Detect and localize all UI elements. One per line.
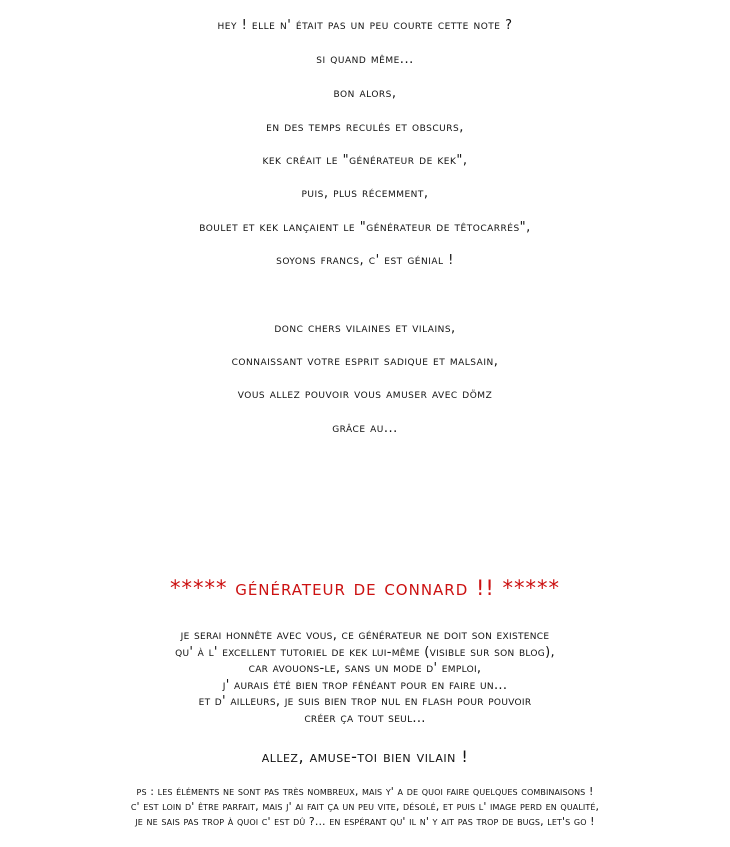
intro-line: kek créait le "générateur de kek", bbox=[262, 153, 468, 168]
intro-line: connaissant votre esprit sadique et malsain, bbox=[231, 354, 499, 369]
generator-title: ***** générateur de connard !! ***** bbox=[170, 576, 560, 600]
intro-line: en des temps reculés et obscurs, bbox=[266, 120, 464, 135]
ps-line: c' est loin d' être parfait, mais j' ai fait ça un peu vite, désolé, et puis l' image perd en qualité, bbox=[130, 800, 600, 813]
intro-line: bon alors, bbox=[333, 86, 397, 101]
ps-line: ps : les éléments ne sont pas très nombreux, mais y' a de quoi faire quelques combinaisons ! bbox=[136, 785, 594, 798]
intro-line: soyons francs, c' est génial ! bbox=[276, 253, 454, 268]
intro-line: vous allez pouvoir vous amuser avec dömz bbox=[237, 387, 493, 402]
intro-line: grâce au... bbox=[332, 421, 398, 436]
description-line: et d' ailleurs, je suis bien trop nul en flash pour pouvoir bbox=[198, 694, 532, 709]
intro-line: puis, plus récemment, bbox=[301, 186, 429, 201]
intro-line: donc chers vilaines et vilains, bbox=[274, 321, 456, 336]
intro-line: si quand même... bbox=[316, 52, 414, 67]
ps-note bbox=[0, 784, 730, 829]
description-line: je serai honnête avec vous, ce générateur ne doit son existence bbox=[180, 628, 550, 643]
description-line: créer ça tout seul... bbox=[304, 710, 426, 726]
intro-line: hey ! elle n' était pas un peu courte cette note ? bbox=[217, 18, 513, 33]
description-line: qu' à l' excellent tutoriel de kek lui-même (visible sur son blog), bbox=[175, 644, 555, 660]
call-to-action: allez, amuse-toi bien vilain ! bbox=[261, 747, 469, 766]
ps-line: je ne sais pas trop à quoi c' est dû ?... en espérant qu' il n' y ait pas trop de bugs, let's go ! bbox=[135, 815, 595, 828]
description-line: car avouons-le, sans un mode d' emploi, bbox=[248, 661, 482, 676]
description-line: j' aurais été bien trop fénéant pour en faire un... bbox=[222, 677, 508, 693]
description-paragraph bbox=[0, 628, 730, 727]
intro-line: boulet et kek lançaient le "générateur de têtocarrés", bbox=[199, 220, 531, 235]
